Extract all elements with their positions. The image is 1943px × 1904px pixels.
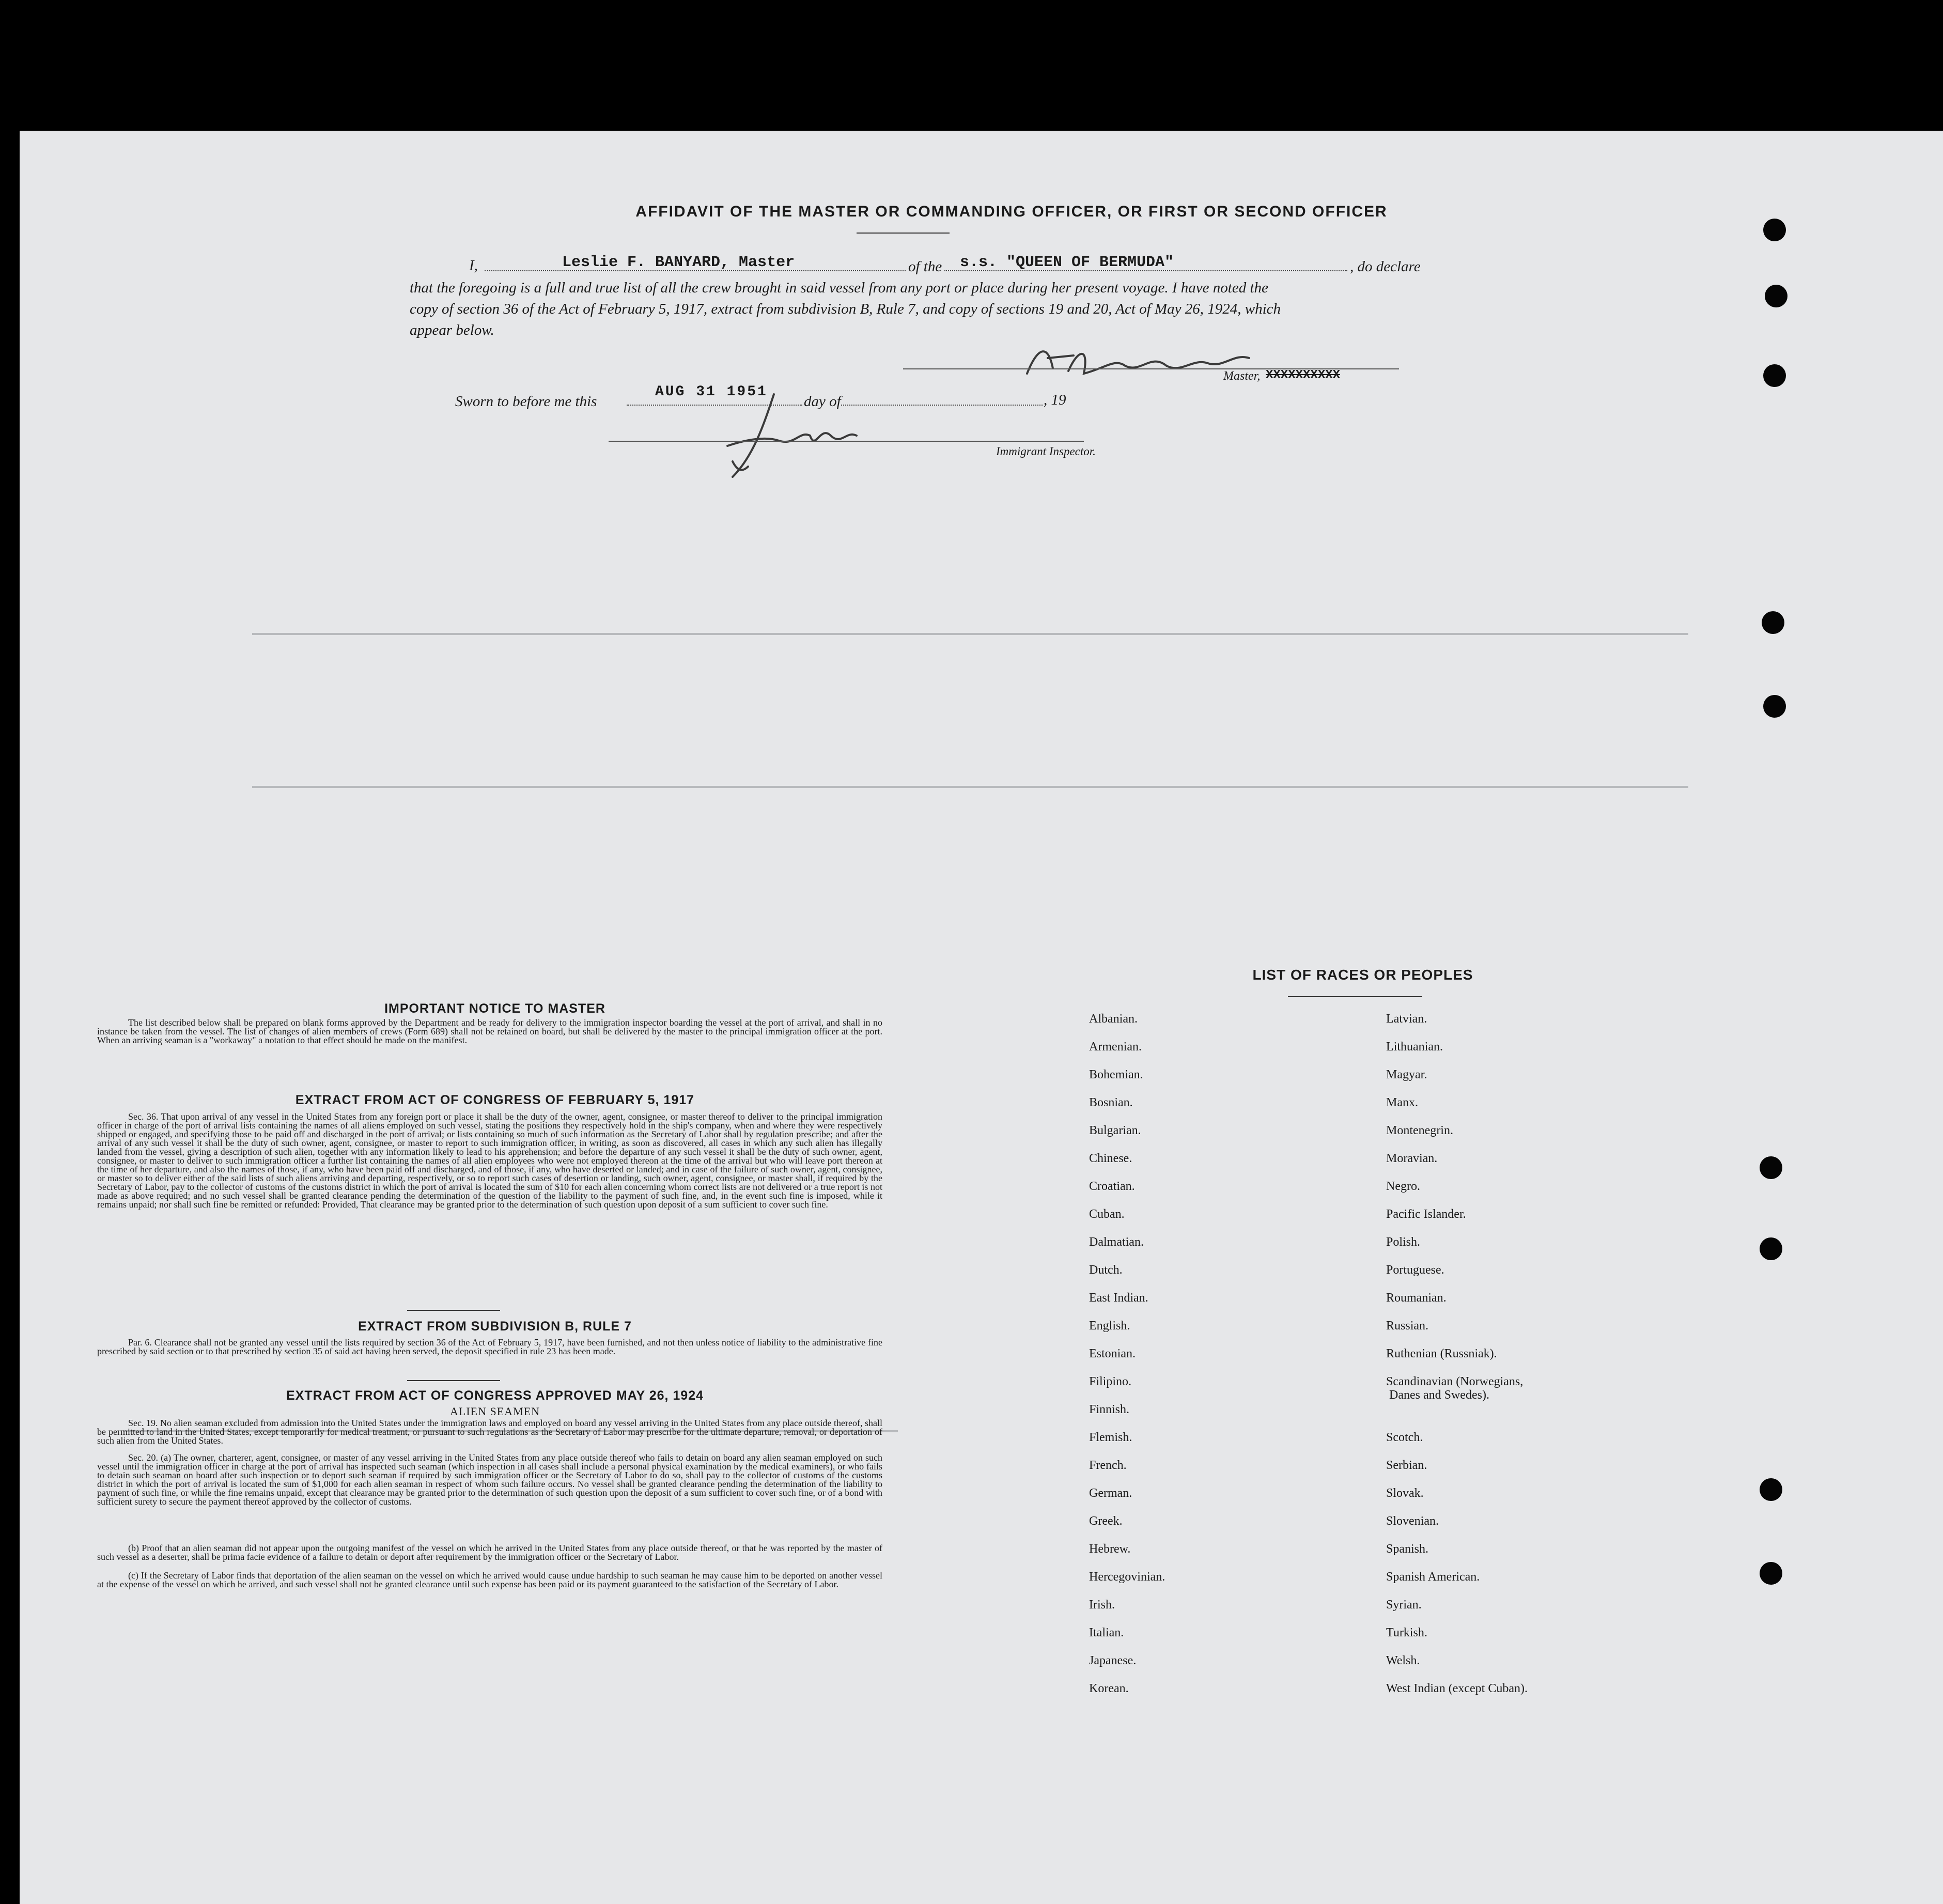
race-item: Roumanian. [1386, 1291, 1447, 1305]
race-item: Slovenian. [1386, 1514, 1439, 1528]
divider [407, 1310, 500, 1311]
affidavit-pronoun: I, [469, 257, 478, 274]
punch-hole [1760, 1237, 1782, 1260]
punch-hole [1760, 1478, 1782, 1501]
race-item: Albanian. [1089, 1012, 1138, 1026]
race-item: Flemish. [1089, 1431, 1132, 1444]
race-item: Chinese. [1089, 1152, 1132, 1165]
punch-hole [1762, 611, 1784, 634]
race-item: Slovak. [1386, 1487, 1424, 1500]
race-item: Italian. [1089, 1626, 1124, 1639]
extract-1924-heading: EXTRACT FROM ACT OF CONGRESS APPROVED MAY 26, 1924 [286, 1388, 704, 1403]
race-item: Latvian. [1386, 1012, 1427, 1026]
race-item: Bulgarian. [1089, 1124, 1141, 1137]
rule7-heading: EXTRACT FROM SUBDIVISION B, RULE 7 [358, 1319, 632, 1334]
race-item: Korean. [1089, 1682, 1129, 1695]
master-caption: Master, [1223, 369, 1261, 383]
punch-hole [1763, 695, 1786, 718]
race-item: West Indian (except Cuban). [1386, 1682, 1528, 1695]
sec20a-text: Sec. 20. (a) The owner, charterer, agent, consignee, or master of any vessel arriving in the United States from any place outside thereof who fails to detain on board any alien seaman employed on such vessel until the immigration officer in charge at the port of arrival has inspected such seaman (which inspection in all cases shall include a personal physical examination by the medical examiners), or who fails to detain such seaman on board after such inspection or to deport such seaman if required by such immigration officer or the Secretary of Labor to do so, shall pay to the collector of customs of the customs district in which the port of arrival is located the sum of $1,000 for each alien seaman in respect of whom such failure occurs. No vessel shall be granted clearance pending the determination of the liability to payment of such fine, or while the fine remains unpaid, except that clearance may be granted prior to the determination of such question upon the deposit of a sum sufficient to cover such fine, or of a bond with sufficient surety to secure the payment thereof approved by the collector of customs. [97, 1452, 882, 1507]
race-item: Filipino. [1089, 1375, 1132, 1388]
affidavit-line-3: copy of section 36 of the Act of February 5, 1917, extract from subdivision B, Rule 7, and copy of sections 19 and 20, Act of May 26, 1924, which [410, 301, 1281, 317]
affidavit-line-4: appear below. [410, 322, 494, 338]
race-item: Turkish. [1386, 1626, 1427, 1639]
race-item: Russian. [1386, 1319, 1429, 1333]
affidavit-title: AFFIDAVIT OF THE MASTER OR COMMANDING OFFICER, OR FIRST OR SECOND OFFICER [635, 203, 1388, 220]
race-item: Lithuanian. [1386, 1040, 1443, 1054]
notice-text: The list described below shall be prepared on blank forms approved by the Department and be ready for delivery to the immigration inspector boarding the vessel at the port of arrival, and shall in no instance be taken from the vessel. The list of changes of alien members of crews (Form 689) shall not be retained on board, but shall be delivered by the master to the principal immigration officer at the port. When an arriving seaman is a "workaway" a notation to that effect should be made on the manifest. [97, 1017, 882, 1045]
do-declare-label: , do declare [1350, 258, 1421, 275]
bleed-through-line [252, 633, 1688, 635]
race-item: Serbian. [1386, 1459, 1427, 1472]
race-item: Japanese. [1089, 1654, 1137, 1667]
punch-hole [1760, 1562, 1782, 1585]
race-item: Polish. [1386, 1235, 1421, 1249]
race-item: English. [1089, 1319, 1130, 1333]
bleed-through-line [252, 786, 1688, 788]
race-item: Spanish American. [1386, 1570, 1480, 1584]
race-item: Irish. [1089, 1598, 1115, 1612]
race-item: French. [1089, 1459, 1127, 1472]
race-item: Moravian. [1386, 1152, 1438, 1165]
race-item: Hercegovinian. [1089, 1570, 1165, 1584]
race-item: Finnish. [1089, 1403, 1130, 1416]
race-item: Dalmatian. [1089, 1235, 1144, 1249]
races-rule [1288, 996, 1422, 997]
race-item: Magyar. [1386, 1068, 1427, 1081]
sec20b-text: (b) Proof that an alien seaman did not appear upon the outgoing manifest of the vessel on which he arrived in the United States from any place outside thereof, or that he was reported by the master of such vessel as a deserter, shall be prima facie evidence of a failure to detain or deport after requirement by the immigration officer or the Secretary of Labor. [97, 1543, 882, 1562]
punch-hole [1763, 219, 1786, 241]
race-item: Syrian. [1386, 1598, 1422, 1612]
race-item: Scotch. [1386, 1431, 1423, 1444]
punch-hole [1765, 285, 1787, 307]
race-item: Ruthenian (Russniak). [1386, 1347, 1497, 1360]
race-item: Montenegrin. [1386, 1124, 1453, 1137]
year-prefix: , 19 [1044, 392, 1066, 408]
inspector-signature [712, 384, 877, 487]
race-item: Scandinavian (Norwegians, [1386, 1375, 1524, 1388]
race-item: Cuban. [1089, 1208, 1125, 1221]
race-item: Danes and Swedes). [1389, 1388, 1489, 1402]
race-item: Dutch. [1089, 1263, 1123, 1277]
divider [407, 1380, 500, 1381]
rule7-text: Par. 6. Clearance shall not be granted any vessel until the lists required by section 36 of the Act of February 5, 1917, have been furnished, and not then unless notice of liability to the administrative fine prescribed by said section or to that prescribed by section 35 of said act having been served, the deposit specified in rule 23 has been made. [97, 1337, 882, 1356]
affidavit-line-2: that the foregoing is a full and true list of all the crew brought in said vessel from any port or place during her present voyage. I have noted the [410, 280, 1268, 296]
extract-1917-heading: EXTRACT FROM ACT OF CONGRESS OF FEBRUARY 5, 1917 [295, 1093, 695, 1107]
day-of-label: day of [804, 393, 841, 410]
title-rule [857, 233, 950, 234]
race-item: Welsh. [1386, 1654, 1420, 1667]
sworn-label: Sworn to before me this [455, 393, 597, 410]
master-name[interactable]: Leslie F. BANYARD, Master [562, 254, 795, 271]
sec19-text: Sec. 19. No alien seaman excluded from admission into the United States under the immigration laws and employed on board any vessel arriving in the United States from any place outside thereof, shall be permitted to land in the United States, except temporarily for medical treatment, or pursuant to such regulations as the Secretary of Labor may prescribe for the ultimate departure, removal, or deportation of such alien from the United States. [97, 1418, 882, 1446]
vessel-name[interactable]: s.s. "QUEEN OF BERMUDA" [960, 254, 1174, 271]
race-item: Bosnian. [1089, 1096, 1133, 1109]
master-struck-title: XXXXXXXXXX [1266, 368, 1341, 382]
date-stamp: AUG 31 1951 [655, 384, 768, 400]
race-item: Estonian. [1089, 1347, 1136, 1360]
race-item: Hebrew. [1089, 1542, 1131, 1556]
race-item: Armenian. [1089, 1040, 1142, 1054]
inspector-signature-line [609, 441, 1084, 442]
race-item: Bohemian. [1089, 1068, 1143, 1081]
races-heading: LIST OF RACES OR PEOPLES [1252, 967, 1473, 983]
race-item: Pacific Islander. [1386, 1208, 1466, 1221]
race-item: Negro. [1386, 1180, 1420, 1193]
race-item: Spanish. [1386, 1542, 1429, 1556]
notice-heading: IMPORTANT NOTICE TO MASTER [384, 1001, 605, 1016]
punch-hole [1760, 1156, 1782, 1179]
of-the-label: of the [908, 258, 942, 275]
race-item: Greek. [1089, 1514, 1123, 1528]
inspector-caption: Immigrant Inspector. [996, 445, 1096, 458]
race-item: East Indian. [1089, 1291, 1148, 1305]
sec20c-text: (c) If the Secretary of Labor finds that deportation of the alien seaman on the vessel on which he arrived would cause undue hardship to such seaman he may cause him to be deported on another vessel at the expense of the vessel on which he arrived, and such vessel shall not be granted clearance until such expense has been paid or its payment guaranteed to the satisfaction of the Secretary of Labor. [97, 1570, 882, 1589]
punch-hole [1763, 364, 1786, 387]
race-item: Manx. [1386, 1096, 1418, 1109]
race-item: Croatian. [1089, 1180, 1135, 1193]
alien-seamen-subheading: ALIEN SEAMEN [450, 1405, 540, 1418]
extract-1917-text: Sec. 36. That upon arrival of any vessel in the United States from any foreign port or place it shall be the duty of the owner, agent, consignee, or master thereof to deliver to the principal immigration officer in charge of the port of arrival lists containing the names of all aliens employed on such vessel, stating the positions they respectively hold in the ship's company, when and where they were respectively shipped or engaged, and specifying those to be paid off and discharged in the port of arrival; or lists containing so much of such information as the Secretary of Labor shall by regulation prescribe; and after the arrival of any such vessel it shall be the duty of such owner, agent, consignee, or master to report to such immigration officer, in writing, as soon as discovered, all cases in which any such alien has illegally landed from the vessel, giving a description of such alien, together with any information likely to lead to his apprehension; and before the departure of any such vessel it shall be the duty of such owner, agent, consignee, or master to deliver to such immigration officer a further list containing the names of all alien employees who were not employed thereon at the time of the arrival but who will leave port thereon at the time of her departure, and also the names of those, if any, who have been paid off and discharged, and of those, if any, who have deserted or landed; and in case of the failure of such owner, agent, consignee, or master so to deliver either of the said lists of such aliens arriving and departing, respectively, or so to report such cases of desertion or landing, such owner, agent, consignee, or master shall, if required by the Secretary of Labor, pay to the collector of customs of the customs district in which the port of arrival is located the sum of $10 for each alien concerning whom correct lists are not delivered or a true report is not made as above required; and no such vessel shall be granted clearance pending the determination of the question of the liability to the payment of such fine, and, in the event such fine is imposed, while it remains unpaid; nor shall such fine be remitted or refunded: Provided, That clearance may be granted prior to the determination of such question upon deposit of a sum sufficient to cover such fine. [97, 1111, 882, 1210]
form-page [20, 131, 1943, 1904]
race-item: German. [1089, 1487, 1132, 1500]
race-item: Portuguese. [1386, 1263, 1444, 1277]
